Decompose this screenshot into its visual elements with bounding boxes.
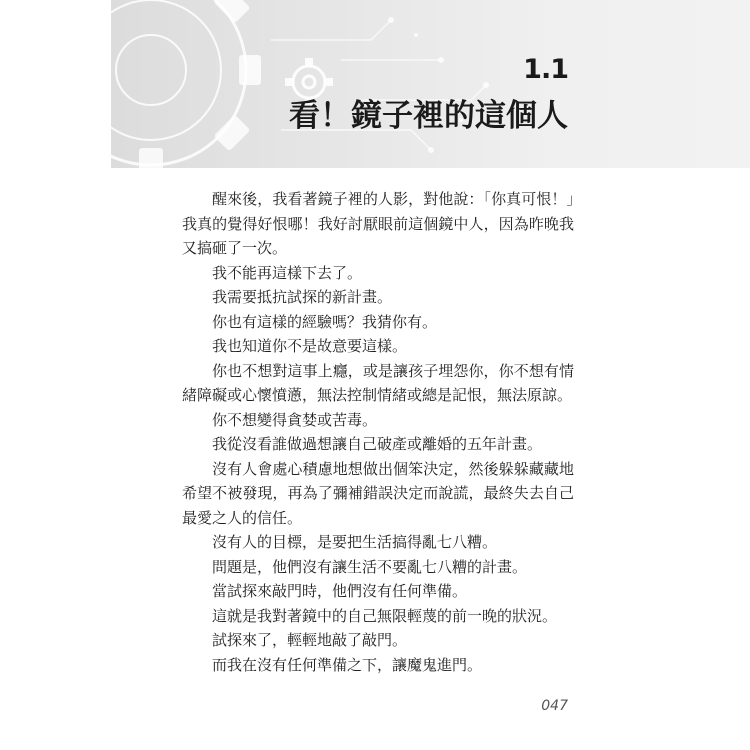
- chapter-title: 看！鏡子裡的這個人: [289, 98, 568, 134]
- paragraph: 你不想變得貪婪或苦毒。: [212, 410, 378, 429]
- paragraph: 沒有人的目標，是要把生活搞得亂七八糟。: [212, 533, 498, 551]
- chapter-header-band: [111, 0, 750, 168]
- paragraph: 當試探來敲門時，他們沒有任何準備。: [212, 582, 468, 600]
- paragraph: 我不能再這樣下去了。: [212, 263, 363, 282]
- paragraph: 醒來後，我看著鏡子裡的人影，對他說：「你真可恨！」我真的覺得好恨哪！我好討厭眼前這個鏡中人，因為昨晚我又搞砸了一次。: [182, 190, 574, 257]
- paragraph: 而我在沒有任何準備之下，讓魔鬼進門。: [212, 655, 483, 674]
- paragraph: 試探來了，輕輕地敲了敲門。: [212, 631, 408, 649]
- paragraph: 我也知道你不是故意要這樣。: [212, 337, 408, 355]
- paragraph: 這就是我對著鏡中的自己無限輕蔑的前一晚的狀況。: [212, 606, 558, 625]
- paragraph: 沒有人會處心積慮地想做出個笨決定，然後躲躲藏藏地希望不被發現，再為了彌補錯誤決定而說謊，最終失去自己最愛之人的信任。: [182, 459, 574, 527]
- paragraph: 你也不想對這事上癮，或是讓孩子埋怨你，你不想有情緒障礙或心懷憤懣，無法控制情緒或總是記恨，無法原諒。: [182, 361, 574, 404]
- paragraph: 問題是，他們沒有讓生活不要亂七八糟的計畫。: [212, 557, 528, 576]
- paragraph: 你也有這樣的經驗嗎？我猜你有。: [212, 312, 438, 331]
- gear-icon: [111, 0, 750, 168]
- chapter-number: 1.1: [523, 54, 568, 85]
- paragraph: 我從沒看誰做過想讓自己破產或離婚的五年計畫。: [212, 435, 543, 453]
- body-text: [182, 187, 574, 677]
- paragraph: 我需要抵抗試探的新計畫。: [212, 288, 393, 306]
- page-number: 047: [541, 698, 568, 714]
